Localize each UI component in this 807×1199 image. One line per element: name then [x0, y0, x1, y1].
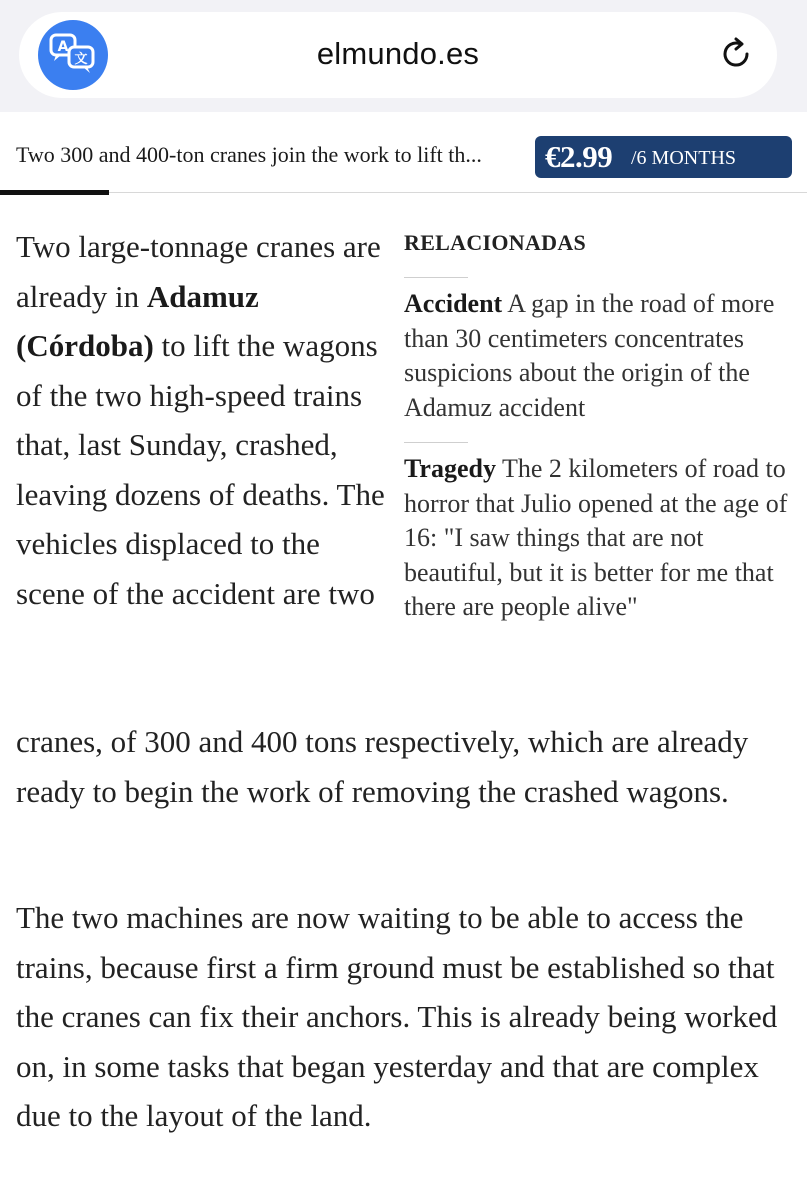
- lead-text-start: Two large-tonnage cranes are already in: [16, 229, 381, 314]
- address-bar[interactable]: [19, 12, 777, 98]
- price-period: /6 MONTHS: [631, 147, 737, 169]
- svg-text:文: 文: [74, 52, 88, 67]
- sticky-article-header: [0, 112, 807, 193]
- related-text: The 2 kilometers of road to horror that Julio opened at the age of 16: "I saw things that are not beautiful, but it is better for me that there are people alive": [404, 454, 788, 621]
- article-paragraph-2: The two machines are now waiting to be able to access the trains, because first a firm ground must be established so that the cranes can fix their anchors. This is already being worked on, in some tasks that began yesterday and that are complex due to the layout of the land.: [16, 900, 778, 1133]
- related-link-tragedy[interactable]: [404, 452, 794, 625]
- svg-text:A: A: [57, 39, 69, 55]
- related-articles: [404, 230, 794, 625]
- divider: [404, 277, 468, 278]
- related-link-accident[interactable]: [404, 287, 794, 425]
- subscribe-price-button[interactable]: [535, 136, 792, 178]
- reading-progress-bar: [0, 190, 109, 195]
- related-tag: Accident: [404, 289, 503, 318]
- reload-icon[interactable]: [717, 35, 755, 73]
- lead-text-after-place: to lift the wagons of the two high-speed trains that, last Sunday, crashed, leaving dozens of deaths. The vehicles displaced to the scene of the accident are two: [16, 328, 385, 611]
- related-tag: Tragedy: [404, 454, 496, 483]
- related-title: RELACIONADAS: [404, 230, 587, 255]
- article-lead: [16, 222, 394, 618]
- browser-toolbar: [0, 0, 807, 112]
- url-domain[interactable]: elmundo.es: [316, 36, 480, 71]
- article-lead-continued: cranes, of 300 and 400 tons respectively, which are already ready to begin the work of removing the crashed wagons.: [16, 724, 749, 809]
- divider: [404, 442, 468, 443]
- price-value: €2.99: [545, 139, 613, 174]
- sticky-headline[interactable]: Two 300 and 400-ton cranes join the work to lift th...: [16, 142, 482, 167]
- lead-place-name: Adamuz (Córdoba): [16, 278, 259, 363]
- related-text: A gap in the road of more than 30 centimeters concentrates suspicions about the origin of the Adamuz accident: [404, 289, 775, 422]
